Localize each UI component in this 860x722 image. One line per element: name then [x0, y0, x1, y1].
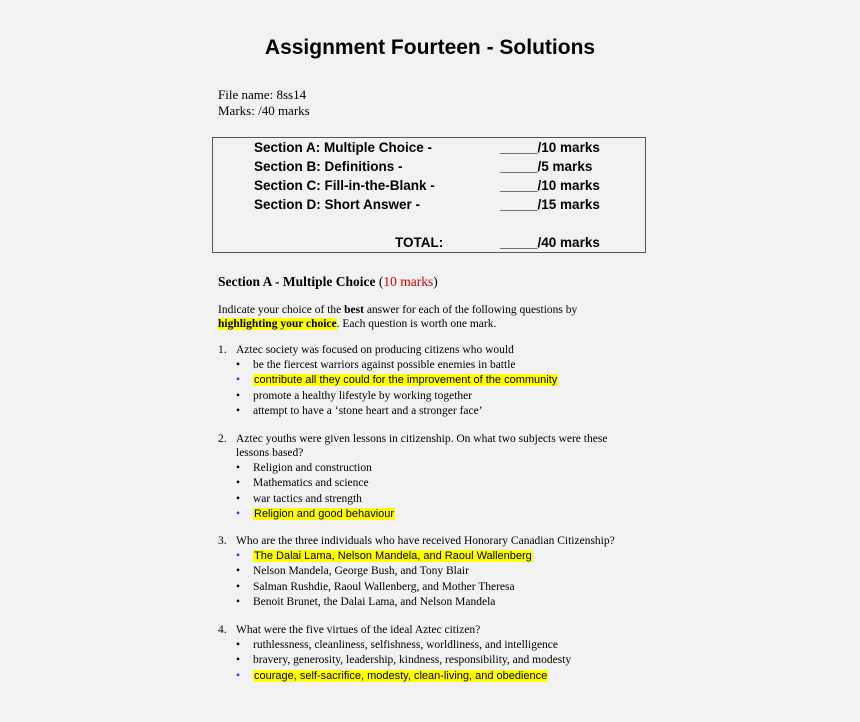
bullet-icon: •	[236, 595, 241, 608]
answer-option[interactable]: • Mathematics and science	[236, 477, 369, 490]
answer-option-correct[interactable]: • courage, self-sacrifice, modesty, clean-living, and obedience	[236, 669, 548, 682]
answer-option[interactable]: • bravery, generosity, leadership, kindness, responsibility, and modesty	[236, 654, 572, 667]
answer-option[interactable]: • ruthlessness, cleanliness, selfishness, worldliness, and intelligence	[236, 639, 559, 651]
bullet-icon: •	[236, 374, 241, 387]
bullet-icon: •	[236, 389, 241, 402]
bullet-icon: •	[236, 654, 241, 667]
score-total-label: TOTAL:	[395, 235, 444, 250]
question-2	[218, 432, 638, 522]
score-row-total	[213, 235, 645, 253]
section-a-open-paren: (	[378, 274, 384, 289]
question-4	[218, 623, 638, 684]
question-number: 4.	[218, 624, 227, 636]
answer-option[interactable]: • attempt to have a ‘stone heart and a stronger face’	[236, 404, 483, 417]
score-marks: _____/15 marks	[500, 197, 600, 212]
question-number: 2.	[218, 433, 227, 445]
score-row-section-c	[213, 178, 645, 196]
bullet-icon: •	[236, 404, 241, 417]
instructions	[218, 303, 638, 331]
file-name: File name: 8ss14	[218, 87, 307, 102]
score-marks: _____/5 marks	[500, 159, 593, 174]
section-a-heading	[218, 274, 438, 290]
question-text: Aztec youths were given lessons in citizenship. On what two subjects were these lessons based?	[236, 433, 608, 459]
answer-option[interactable]: • Benoit Brunet, the Dalai Lama, and Nelson Mandela	[236, 595, 496, 608]
instructions-part1: Indicate your choice of the	[218, 304, 345, 316]
bullet-icon: •	[236, 639, 241, 651]
bullet-icon: •	[236, 580, 241, 593]
question-text: Aztec society was focused on producing citizens who would	[236, 344, 514, 356]
bullet-icon: •	[236, 669, 241, 682]
answer-option[interactable]: • Religion and construction	[236, 462, 372, 474]
score-label: Section C: Fill-in-the-Blank -	[254, 178, 435, 193]
question-number: 1.	[218, 344, 227, 356]
score-label: Section A: Multiple Choice -	[254, 140, 433, 155]
instructions-highlight: highlighting your choice	[218, 318, 337, 330]
bullet-icon: •	[236, 477, 241, 490]
answer-option[interactable]: • promote a healthy lifestyle by working together	[236, 389, 473, 402]
instructions-part3: . Each question is worth one mark.	[336, 318, 497, 330]
score-row-section-d	[213, 197, 645, 215]
question-3	[218, 534, 638, 610]
bullet-icon: •	[236, 565, 241, 578]
score-marks: _____/10 marks	[500, 140, 600, 155]
answer-option-correct[interactable]: • The Dalai Lama, Nelson Mandela, and Raoul Wallenberg	[236, 550, 532, 562]
score-row-section-b	[213, 159, 645, 177]
bullet-icon: •	[236, 507, 241, 520]
question-1	[218, 343, 638, 419]
answer-option[interactable]: • Salman Rushdie, Raoul Wallenberg, and Mother Theresa	[236, 580, 515, 593]
page-title: Assignment Fourteen - Solutions	[264, 36, 596, 59]
bullet-icon: •	[236, 550, 241, 562]
question-text: What were the five virtues of the ideal Aztec citizen?	[236, 624, 481, 636]
answer-option[interactable]: • Nelson Mandela, George Bush, and Tony Blair	[236, 565, 469, 578]
score-marks: _____/10 marks	[500, 178, 600, 193]
answer-option[interactable]: • be the fiercest warriors against possible enemies in battle	[236, 359, 516, 371]
score-label: Section D: Short Answer -	[254, 197, 421, 212]
instructions-part2: answer for each of the following questions by	[363, 304, 578, 316]
bullet-icon: •	[236, 359, 241, 371]
section-a-close-paren: )	[433, 274, 438, 289]
instructions-bold: best	[344, 304, 364, 316]
section-a-marks: 10 marks	[383, 274, 434, 289]
answer-option-correct[interactable]: • contribute all they could for the improvement of the community	[236, 374, 558, 387]
question-text: Who are the three individuals who have received Honorary Canadian Citizenship?	[236, 535, 615, 547]
document-meta	[218, 87, 310, 119]
score-label: Section B: Definitions -	[254, 159, 403, 174]
section-a-title: Section A - Multiple Choice	[218, 274, 376, 289]
answer-option-correct[interactable]: • Religion and good behaviour	[236, 507, 395, 520]
question-number: 3.	[218, 535, 227, 547]
bullet-icon: •	[236, 462, 241, 474]
score-row-section-a	[213, 140, 645, 158]
total-marks: Marks: /40 marks	[218, 103, 310, 118]
bullet-icon: •	[236, 492, 241, 505]
score-total-marks: _____/40 marks	[500, 235, 600, 250]
score-table	[212, 137, 646, 253]
answer-option[interactable]: • war tactics and strength	[236, 492, 362, 505]
